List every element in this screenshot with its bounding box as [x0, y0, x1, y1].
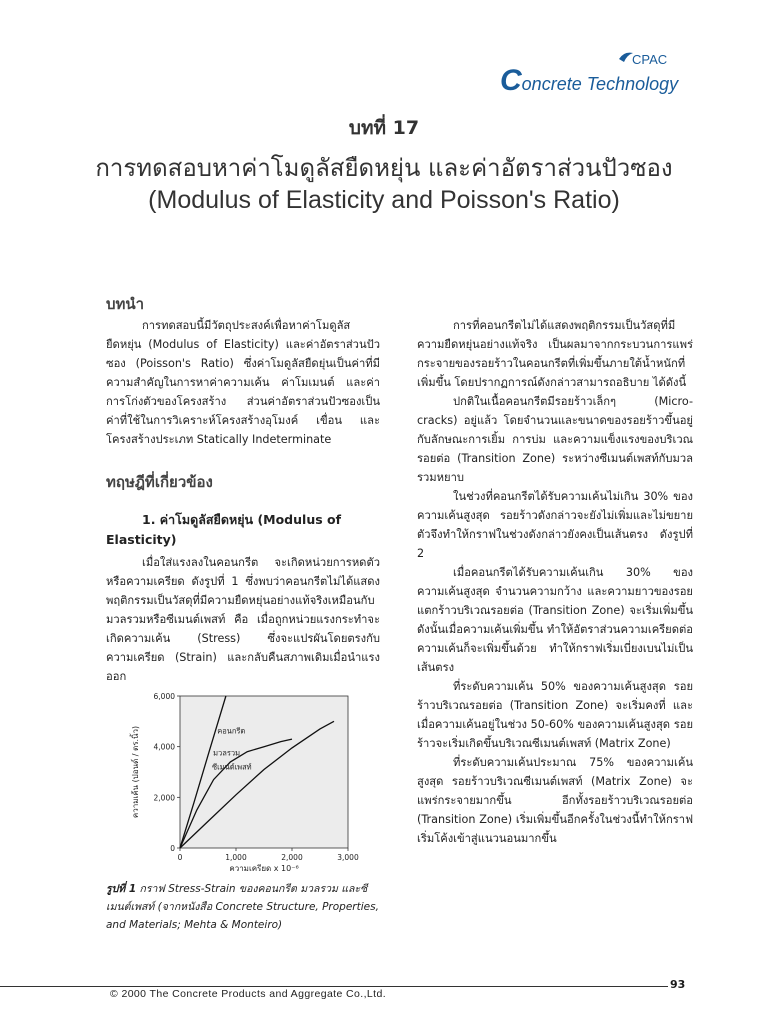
y-tick-label: 2,000: [153, 793, 175, 803]
x-tick-label: 2,000: [281, 853, 303, 862]
theory-paragraph: เมื่อใส่แรงลงในคอนกรีต จะเกิดหน่วยการหดตัวหรือความเครียด ดังรูปที่ 1 ซึ่งพบว่าคอนกรีตไม่ได้แสดงพฤติกรรมเป็นวัสดุที่มีความยืดหยุ่นอย่างแท้จริงเหมือนกับมวลรวมหรือซีเมนต์เพสท์ คือ เมื่อถูกหน่วยแรงกระทำจะเกิดความเค้น (Stress) ซึ่งจะแปรผันโดยตรงกับความเครียด (Strain) และกลับคืนสภาพเดิมเมื่อนำแรงออก: [106, 556, 380, 683]
x-tick-label: 3,000: [337, 853, 359, 862]
title-thai: การทดสอบหาค่าโมดูลัสยืดหยุ่น และค่าอัตราส่วนปัวซอง: [95, 154, 673, 182]
cpac-logo: [500, 48, 700, 98]
subsection-heading: 1. ค่าโมดูลัสยืดหยุ่น (Modulus of Elasticity): [106, 512, 342, 547]
series-label: ซีเมนต์เพสท์: [212, 762, 252, 772]
x-tick-label: 0: [177, 853, 183, 862]
intro-heading: บทนำ: [106, 295, 145, 313]
intro-paragraph: การทดสอบนี้มีวัตถุประสงค์เพื่อหาค่าโมดูลัสยืดหยุ่น (Modulus of Elasticity) และค่าอัตราส่วนปัวซอง (Poisson's Ratio) ซึ่งค่าโมดูลัสยืดยุ่นเป็นค่าที่มีความสำคัญในการหาค่าความเค้น ค่าโมเมนต์ และค่าการโก่งตัวของโครงสร้าง ส่วนค่าอัตราส่วนปัวซองเป็นค่าที่ใช้ในการวิเคราะห์โครงสร้างอุโมงค์ เขื่อน และโครงสร้างประเภท Statically Indeterminate: [106, 319, 380, 446]
x-tick-label: 1,000: [225, 853, 247, 862]
series-label: คอนกรีต: [217, 726, 246, 736]
copyright-notice: © 2000 The Concrete Products and Aggregate Co.,Ltd.: [110, 988, 387, 1000]
logo-cpac-text: CPAC: [632, 52, 668, 67]
paragraph-50-percent: ที่ระดับความเค้น 50% ของความเค้นสูงสุด รอยร้าวบริเวณรอยต่อ (Transition Zone) จะเริ่มคงที่ และเมื่อความเค้นอยู่ในช่วง 50-60% ของความเค้นสูงสุด รอยร้าวจะเริ่มเกิดขึ้นบริเวณซีเมนต์เพสท์ (Matrix Zone): [417, 680, 693, 750]
caption-label: รูปที่ 1: [106, 883, 137, 895]
caption-text: กราฟ Stress-Strain ของคอนกรีต มวลรวม และซีเมนต์เพสท์ (จากหนังสือ Concrete Structure, Properties, and Materials; Mehta & Monteiro): [106, 883, 379, 931]
paragraph-over-30-percent: เมื่อคอนกรีตได้รับความเค้นเกิน 30% ของความเค้นสูงสุด จำนวนความกว้าง และความยาวของรอยแตกร้าวบริเวณรอยต่อ (Transition Zone) จะเริ่มเพิ่มขึ้น ดังนั้นเมื่อความเค้นเพิ่มขึ้น ทำให้อัตราส่วนความเครียดต่อความเค้นก็จะเพิ่มขึ้นด้วย ทำให้กราฟเริ่มเบี่ยงเบนไม่เป็นเส้นตรง: [417, 566, 693, 674]
paragraph-cracking-intro: การที่คอนกรีตไม่ได้แสดงพฤติกรรมเป็นวัสดุที่มีความยืดหยุ่นอย่างแท้จริง เป็นผลมาจากกระบวนการแพร่กระจายของรอยร้าวในคอนกรีตที่เพิ่มขึ้นภายใต้น้ำหนักที่เพิ่มขึ้น โดยปรากฏการณ์ดังกล่าวสามารถอธิบาย ได้ดังนี้: [417, 319, 693, 389]
logo-concrete-technology: Concrete Technology: [500, 64, 679, 97]
page-number: 93: [670, 978, 686, 991]
y-axis-label: ความเค้น (ปอนด์ / ตร.นิ้ว): [131, 725, 140, 819]
stress-strain-chart: [118, 688, 368, 873]
footer-divider: [0, 986, 668, 987]
chapter-number: บทที่ 17: [348, 117, 420, 139]
paragraph-microcracks: ปกติในเนื้อคอนกรีตมีรอยร้าวเล็กๆ (Micro-cracks) อยู่แล้ว โดยจำนวนและขนาดของรอยร้าวขึ้นอยู่กับลักษณะการเยิ้ม การบ่ม และความแข็งแรงของบริเวณรอยต่อ (Transition Zone) ระหว่างซีเมนต์เพสท์กับมวลรวมหยาบ: [417, 395, 693, 484]
paragraph-75-percent: ที่ระดับความเค้นประมาณ 75% ของความเค้นสูงสุด รอยร้าวบริเวณซีเมนต์เพสท์ (Matrix Zone) จะแพร่กระจายมากขึ้น อีกทั้งรอยร้าวบริเวณรอยต่อ (Transition Zone) เริ่มเพิ่มขึ้นอีกครั้งในช่วงนี้ทำให้กราฟเริ่มโค้งเข้าสู่แนวนอนมากขึ้น: [417, 756, 693, 845]
y-tick-label: 0: [170, 844, 175, 853]
y-tick-label: 6,000: [153, 692, 175, 701]
y-tick-label: 4,000: [153, 742, 175, 752]
theory-heading: ทฤษฎีที่เกี่ยวข้อง: [106, 473, 213, 491]
figure-caption: [106, 880, 382, 934]
x-axis-label: ความเครียด x 10⁻⁶: [229, 864, 299, 873]
title-english: (Modulus of Elasticity and Poisson's Ratio): [148, 186, 620, 214]
paragraph-30-percent: ในช่วงที่คอนกรีตได้รับความเค้นไม่เกิน 30% ของความเค้นสูงสุด รอยร้าวดังกล่าวจะยังไม่เพิ่มและไม่ขยายตัวจึงทำให้กราฟในช่วงดังกล่าวยังคงเป็นเส้นตรง ดังรูปที่ 2: [417, 490, 693, 560]
series-label: มวลรวม: [213, 748, 241, 758]
plot-area: [180, 696, 348, 848]
right-column: [417, 316, 693, 848]
bird-logo-icon: [618, 50, 634, 64]
